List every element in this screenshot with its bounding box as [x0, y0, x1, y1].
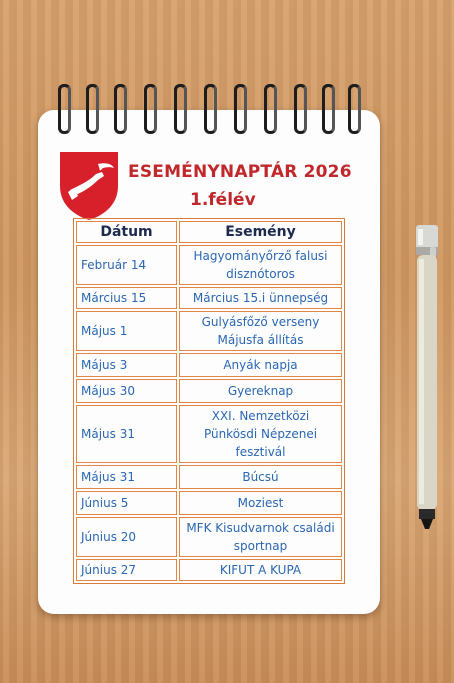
- table-row: [76, 517, 342, 557]
- table-row: [76, 465, 342, 489]
- spiral-binding-front: [58, 80, 368, 140]
- event-date: Június 27: [76, 559, 177, 581]
- event-name: Hagyományőrző falusi disznótoros: [179, 245, 342, 285]
- table-row: [76, 491, 342, 515]
- event-date: Május 30: [76, 379, 177, 403]
- event-name: XXI. Nemzetközi Pünkösdi Népzenei fesztivál: [179, 405, 342, 463]
- table-row: [76, 405, 342, 463]
- column-header-date: Dátum: [76, 221, 177, 243]
- table-row: [76, 353, 342, 377]
- event-name: KIFUT A KUPA: [179, 559, 342, 581]
- column-header-event: Esemény: [179, 221, 342, 243]
- event-name: Gyereknap: [179, 379, 342, 403]
- page-title: ESEMÉNYNAPTÁR 2026: [128, 162, 352, 182]
- event-name: Március 15.i ünnepség: [179, 287, 342, 309]
- table-row: [76, 559, 342, 581]
- page-subtitle: 1.félév: [190, 190, 256, 210]
- event-date: Május 31: [76, 405, 177, 463]
- event-date: Június 20: [76, 517, 177, 557]
- event-date: Június 5: [76, 491, 177, 515]
- event-name: Moziest: [179, 491, 342, 515]
- event-date: Február 14: [76, 245, 177, 285]
- event-name: Búcsú: [179, 465, 342, 489]
- event-date: Március 15: [76, 287, 177, 309]
- table-row: [76, 287, 342, 309]
- table-row: [76, 311, 342, 351]
- event-table: [73, 218, 345, 584]
- coat-of-arms-icon: [58, 150, 120, 222]
- event-date: Május 31: [76, 465, 177, 489]
- event-name: Anyák napja: [179, 353, 342, 377]
- event-date: Május 1: [76, 311, 177, 351]
- event-date: Május 3: [76, 353, 177, 377]
- table-row: [76, 379, 342, 403]
- pen-icon: [413, 225, 443, 530]
- table-header-row: [76, 221, 342, 243]
- table-row: [76, 245, 342, 285]
- event-name: Gulyásfőző verseny Májusfa állítás: [179, 311, 342, 351]
- event-name: MFK Kisudvarnok családi sportnap: [179, 517, 342, 557]
